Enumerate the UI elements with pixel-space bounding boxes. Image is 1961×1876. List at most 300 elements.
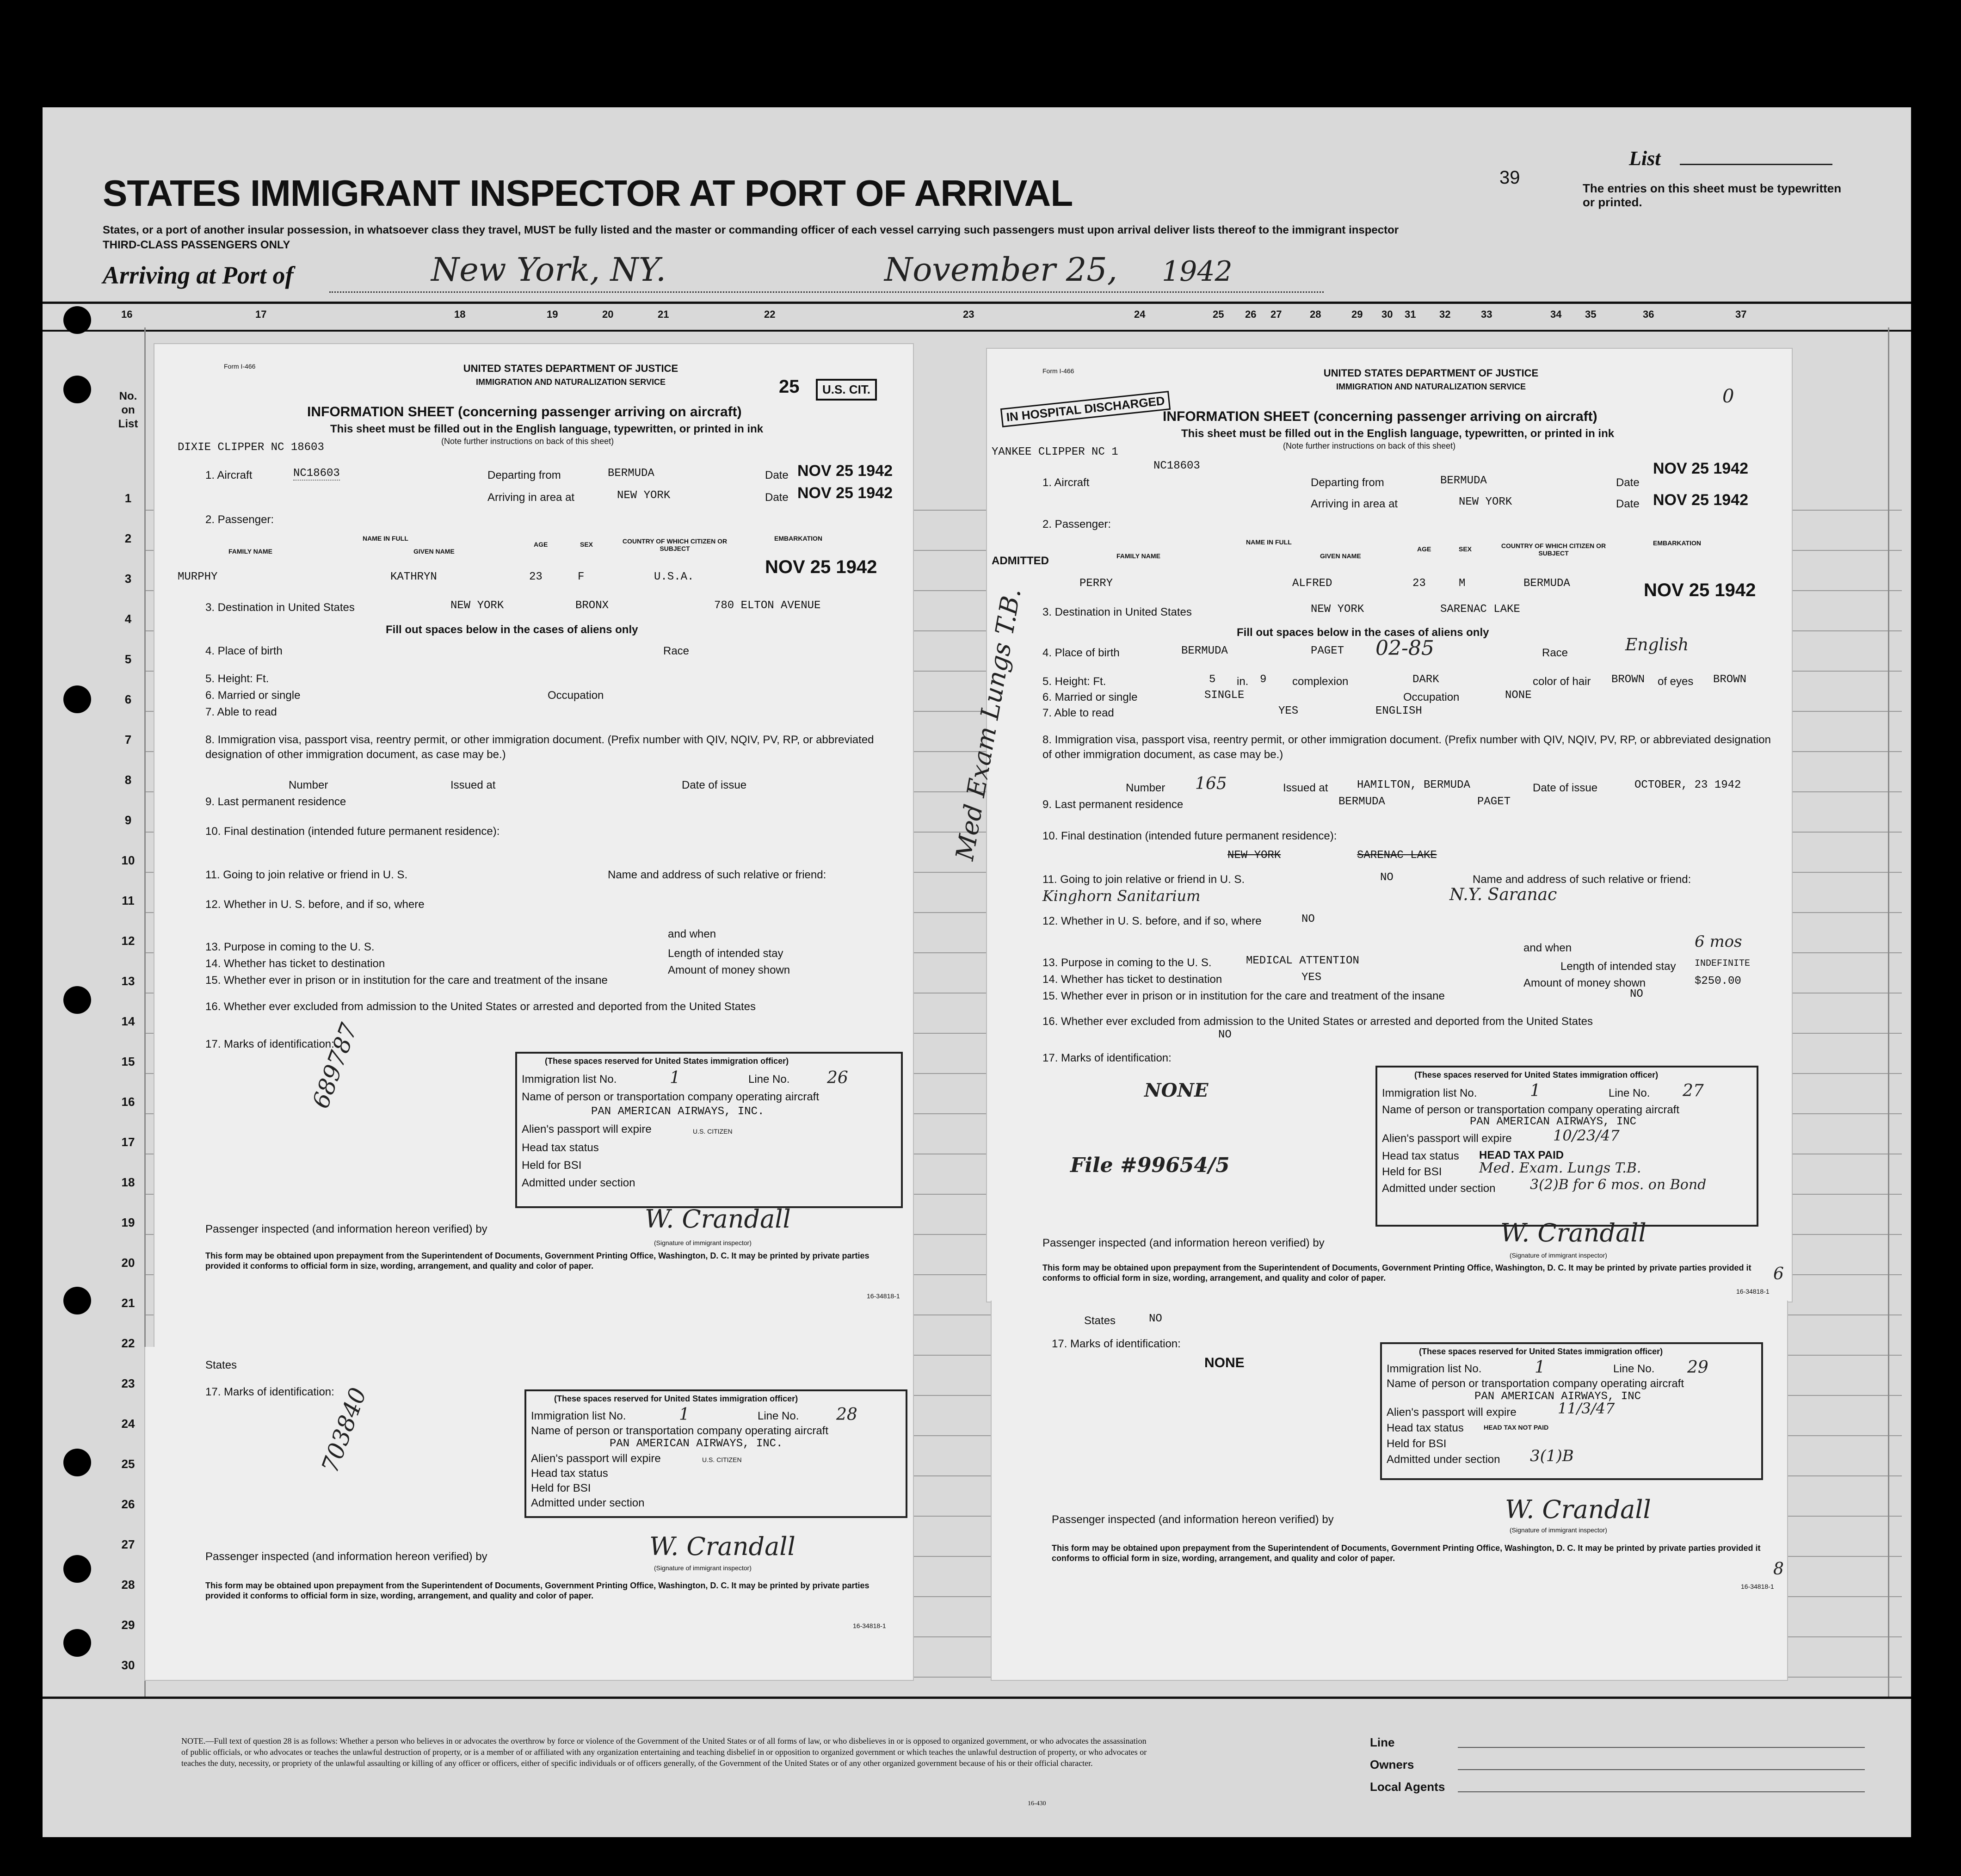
inspector-signature: W. Crandall <box>649 1532 796 1561</box>
dest-city: BRONX <box>575 599 609 612</box>
binder-hole <box>63 986 91 1014</box>
arr-date-stamp: NOV 25 1942 <box>1653 491 1749 509</box>
complexion-label: complexion <box>1292 675 1349 688</box>
operator-label: Name of person or transportation company operating aircraft <box>1382 1104 1679 1116</box>
dept-name: UNITED STATES DEPARTMENT OF JUSTICE <box>463 363 678 374</box>
page-title: STATES IMMIGRANT INSPECTOR AT PORT OF ARRIVAL <box>103 173 1073 214</box>
row-number: 19 <box>121 1216 135 1229</box>
read-lang: ENGLISH <box>1375 705 1422 717</box>
subtitle-line-2: THIRD-CLASS PASSENGERS ONLY <box>103 239 290 251</box>
inspected-label: Passenger inspected (and information hereon verified) by <box>1052 1513 1334 1526</box>
q12-label: 12. Whether in U. S. before, and if so, where <box>1042 915 1262 927</box>
q8-label: 8. Immigration visa, passport visa, reentry permit, or other immigration document. (Prefix number with QIV, NQIV, PV, RP, or abbreviated designation of other immigration document, as case may be.) <box>205 734 874 761</box>
column-header-row <box>43 302 1911 332</box>
ticket-value: YES <box>1301 971 1322 984</box>
row-number: 11 <box>122 894 135 907</box>
form-code: 16-34818-1 <box>1736 1288 1770 1295</box>
binder-hole <box>63 1449 91 1476</box>
embarkation-hdr: EMBARKATION <box>1653 539 1701 547</box>
row-number: 6 <box>124 692 132 706</box>
col-23: 23 <box>963 309 974 320</box>
list-label: List <box>1629 147 1661 170</box>
imm-list-label: Immigration list No. <box>522 1073 617 1086</box>
col-24: 24 <box>1134 309 1146 320</box>
held-bsi-label: Held for BSI <box>531 1482 591 1494</box>
row-number: 21 <box>121 1296 135 1310</box>
q17-lower-label: 17. Marks of identification: <box>205 1386 334 1398</box>
expire-value: 11/3/47 <box>1558 1400 1615 1417</box>
arriving-label: Arriving at Port of <box>103 261 294 289</box>
dept-name: UNITED STATES DEPARTMENT OF JUSTICE <box>1323 367 1539 379</box>
row-number: 20 <box>121 1256 135 1270</box>
q11-label: 11. Going to join relative or friend in U. S. <box>205 869 408 881</box>
side-note: Med Exam Lungs T.B. <box>950 586 1027 863</box>
stay-value: INDEFINITE <box>1695 958 1751 969</box>
q10-label: 10. Final destination (intended future permanent residence): <box>1042 830 1337 842</box>
final-city: SARENAC LAKE <box>1357 849 1437 862</box>
q6-label: 6. Married or single <box>205 689 301 702</box>
q5-label: 5. Height: Ft. <box>1042 675 1106 688</box>
q6-label: 6. Married or single <box>1042 691 1138 704</box>
col-32: 32 <box>1439 309 1451 320</box>
line-stamp: 25 <box>779 376 800 397</box>
col-16: 16 <box>121 309 133 320</box>
row-number: 17 <box>121 1135 135 1149</box>
q17-lower-label: 17. Marks of identification: <box>1052 1338 1181 1350</box>
form-instructions: This sheet must be filled out in the English language, typewritten, or printed in ink <box>1181 427 1615 440</box>
fill-out-note: Fill out spaces below in the cases of aliens only <box>1237 626 1489 639</box>
excluded-value: NO <box>1218 1029 1232 1041</box>
col-27: 27 <box>1270 309 1282 320</box>
binder-hole <box>63 306 91 334</box>
form-code: 16-34818-1 <box>853 1622 886 1629</box>
form-instructions-note: (Note further instructions on back of this sheet) <box>441 437 614 446</box>
footer-note: NOTE.—Full text of question 28 is as follows: Whether a person who believes in or advocates the overthrow by force or violence of the Government of the United States or of all forms of law, or who disbelieves in or is opposed to organized government, or who advocates the assassination of public officials, or who advocates or teaches the unlawful destruction of property, or is a member of or affiliated with any organization entertaining and teaching disbelief in or opposition to organized government or which teaches the unlawful destruction of property, or who advocates or teaches the duty, necessity, or propriety of the unlawful assaulting or killing of any officer or officers, either of specific individuals or of officers generally, of the Government of the United States or of any other organized government because of his or their official character. <box>181 1736 1147 1768</box>
q7-label: 7. Able to read <box>1042 707 1114 719</box>
departing-value: BERMUDA <box>608 467 654 480</box>
given-name-hdr: GIVEN NAME <box>1320 552 1361 560</box>
sex-hdr: SEX <box>580 541 593 548</box>
reserved-note: (These spaces reserved for United States immigration officer) <box>1414 1070 1659 1080</box>
passenger-label: 2. Passenger: <box>1042 518 1111 531</box>
print-note: This form may be obtained upon prepayment from the Superintendent of Documents, Government Printing Office, Washington, D. C. It may be printed by private parties provided it conforms to official form in size, wording, arrangement, and quality and color of paper. <box>205 1251 870 1271</box>
operator-value: PAN AMERICAN AIRWAYS, INC <box>1470 1116 1637 1128</box>
birth-code: 02-85 <box>1375 636 1434 660</box>
row-number: 1 <box>124 491 132 505</box>
length-stay-label: Length of intended stay <box>1560 960 1676 973</box>
inspected-label: Passenger inspected (and information hereon verified) by <box>205 1223 487 1235</box>
dest-city: SARENAC LAKE <box>1440 603 1520 616</box>
inspector-signature: W. Crandall <box>1505 1495 1651 1524</box>
imm-list-label: Immigration list No. <box>1382 1087 1477 1099</box>
binder-hole <box>63 1555 91 1583</box>
row-number: 7 <box>124 733 132 747</box>
arriving-in-label: Arriving in area at <box>487 491 575 504</box>
admitted-label: Admitted under section <box>1387 1453 1500 1466</box>
q13-label: 13. Purpose in coming to the U. S. <box>205 941 375 953</box>
row-number: 9 <box>124 813 132 827</box>
citizen-value: BERMUDA <box>1523 577 1570 590</box>
number-value: 165 <box>1195 774 1227 793</box>
col-31: 31 <box>1405 309 1416 320</box>
form-code: 16-34818-1 <box>867 1292 900 1300</box>
dest-state: NEW YORK <box>1311 603 1364 616</box>
head-tax-label: Head tax status <box>522 1142 599 1154</box>
grid-line <box>1888 327 1889 1697</box>
officer-box-lower <box>1380 1342 1763 1480</box>
col-33: 33 <box>1481 309 1492 320</box>
line-no-value: 28 <box>836 1405 857 1424</box>
occupation-value: NONE <box>1505 689 1532 702</box>
aircraft-label: 1. Aircraft <box>205 469 253 481</box>
issued-at-label: Issued at <box>450 779 496 791</box>
row-number: 5 <box>124 652 132 666</box>
q11b-label: Name and address of such relative or friend: <box>1473 873 1691 886</box>
dest-street: 780 ELTON AVENUE <box>714 599 821 612</box>
prison-value: NO <box>1630 988 1643 1000</box>
length-stay-label: Length of intended stay <box>668 947 783 960</box>
dest-state: NEW YORK <box>450 599 504 612</box>
arr-date-label: Date <box>1616 498 1640 510</box>
complexion-value: DARK <box>1412 673 1439 686</box>
operator-value: PAN AMERICAN AIRWAYS, INC. <box>591 1105 765 1118</box>
q4-label: 4. Place of birth <box>1042 647 1120 659</box>
hospital-stamp: IN HOSPITAL DISCHARGED <box>1000 391 1171 427</box>
edge-mark: 8 <box>1773 1560 1784 1579</box>
row-number: 10 <box>121 853 135 867</box>
service-name: IMMIGRATION AND NATURALIZATION SERVICE <box>1336 382 1526 391</box>
race-label: Race <box>1542 647 1568 659</box>
height-in: 9 <box>1260 673 1267 686</box>
line-no-label: Line No. <box>748 1073 790 1086</box>
binder-hole <box>63 1287 91 1314</box>
passenger-label: 2. Passenger: <box>205 513 274 526</box>
date-issue-label: Date of issue <box>682 779 747 791</box>
citizen-hdr: COUNTRY OF WHICH CITIZEN OR SUBJECT <box>622 537 728 552</box>
expire-value: 10/23/47 <box>1553 1127 1620 1144</box>
service-name: IMMIGRATION AND NATURALIZATION SERVICE <box>476 377 666 387</box>
marks-value: NONE <box>1144 1080 1209 1101</box>
citizen-value: U.S.A. <box>654 571 694 583</box>
expire-label: Alien's passport will expire <box>1387 1406 1517 1419</box>
inspected-label: Passenger inspected (and information hereon verified) by <box>1042 1237 1325 1249</box>
aircraft-reg: NC18603 <box>1153 460 1200 472</box>
expire-label: Alien's passport will expire <box>531 1452 661 1465</box>
marital-value: SINGLE <box>1204 689 1245 702</box>
imm-list-value: 1 <box>679 1405 690 1424</box>
expire-label: Alien's passport will expire <box>1382 1132 1512 1145</box>
birth-city: PAGET <box>1311 645 1344 657</box>
col-26: 26 <box>1245 309 1257 320</box>
expire-label: Alien's passport will expire <box>522 1123 652 1135</box>
entries-note: The entries on this sheet must be typewritten or printed. <box>1583 181 1842 209</box>
head-tax-label: Head tax status <box>1382 1150 1459 1162</box>
join-value: NO <box>1380 871 1394 884</box>
sig-caption: (Signature of immigrant inspector) <box>654 1239 752 1247</box>
row-number: 14 <box>121 1014 135 1028</box>
row-number: 30 <box>121 1658 135 1672</box>
no-on-list-label: No. on List <box>118 390 138 430</box>
col-19: 19 <box>547 309 558 320</box>
head-tax-value: HEAD TAX NOT PAID <box>1484 1424 1549 1431</box>
row-number: 29 <box>121 1618 135 1632</box>
sig-caption: (Signature of immigrant inspector) <box>1510 1252 1607 1259</box>
officer-box <box>515 1052 903 1208</box>
col-22: 22 <box>764 309 776 320</box>
imm-list-value: 1 <box>1530 1081 1541 1100</box>
row-number: 23 <box>121 1376 135 1390</box>
id-number-lower: 703840 <box>316 1384 372 1476</box>
officer-box <box>1375 1066 1758 1227</box>
page-number: 39 <box>1499 167 1520 188</box>
residence-city: PAGET <box>1477 796 1511 808</box>
arriving-year: 1942 <box>1162 255 1233 288</box>
admitted-value: 3(1)B <box>1530 1447 1574 1465</box>
id-number: 689787 <box>307 1019 363 1112</box>
line-underline <box>1458 1747 1865 1748</box>
hair-label: color of hair <box>1533 675 1591 688</box>
citizen-hdr: COUNTRY OF WHICH CITIZEN OR SUBJECT <box>1501 542 1606 557</box>
family-name-value: PERRY <box>1079 577 1113 590</box>
footer-divider <box>43 1697 1911 1699</box>
row-number: 28 <box>121 1578 135 1592</box>
imm-list-label: Immigration list No. <box>531 1410 626 1422</box>
form-number: Form I-466 <box>224 363 256 370</box>
in-label: in. <box>1237 675 1249 688</box>
held-bsi-label: Held for BSI <box>1382 1166 1442 1178</box>
col-25: 25 <box>1213 309 1224 320</box>
line-no-label: Line No. <box>1609 1087 1650 1099</box>
binder-hole <box>63 1629 91 1657</box>
inspector-signature: W. Crandall <box>645 1204 791 1234</box>
imm-list-value: 1 <box>1535 1358 1545 1377</box>
embarkation-stamp: NOV 25 1942 <box>765 557 877 577</box>
footer-note-code: 16-430 <box>1028 1800 1046 1807</box>
arriving-in-value: NEW YORK <box>1459 496 1512 508</box>
birth-country: BERMUDA <box>1181 645 1228 657</box>
row-number: 16 <box>121 1095 135 1109</box>
stay-handwritten: 6 mos <box>1695 932 1742 951</box>
list-line <box>1680 164 1832 165</box>
admitted-label: Admitted under section <box>531 1497 645 1509</box>
row-number: 15 <box>121 1055 135 1068</box>
q5-label: 5. Height: Ft. <box>205 673 269 685</box>
q17-label: 17. Marks of identification: <box>1042 1052 1172 1064</box>
q9-label: 9. Last permanent residence <box>1042 798 1184 811</box>
col-28: 28 <box>1310 309 1321 320</box>
info-sheet-lower-left <box>144 1347 914 1681</box>
q7-label: 7. Able to read <box>205 706 277 718</box>
form-number: Form I-466 <box>1042 367 1074 375</box>
reserved-note: (These spaces reserved for United States immigration officer) <box>554 1394 798 1403</box>
col-17: 17 <box>255 309 267 320</box>
race-label: Race <box>663 645 690 657</box>
arriving-date: November 25, <box>884 251 1118 289</box>
expire-value: U.S. CITIZEN <box>693 1128 733 1135</box>
q13-label: 13. Purpose in coming to the U. S. <box>1042 957 1212 969</box>
date-issue-label: Date of issue <box>1533 782 1598 794</box>
col-36: 36 <box>1643 309 1654 320</box>
hair-value: BROWN <box>1611 673 1645 686</box>
info-sheet-perry <box>950 348 1793 1302</box>
subtitle-line-1: States, or a port of another insular possession, in whatsoever class they travel, MUST be fully listed and the master or commanding officer of each vessel carrying such passengers must upon arrival deliver lists thereof to the immigrant inspector <box>103 224 1399 236</box>
sex-hdr: SEX <box>1459 545 1472 553</box>
form-code: 16-34818-1 <box>1741 1583 1774 1590</box>
operator-value: PAN AMERICAN AIRWAYS, INC. <box>610 1438 783 1450</box>
q14-label: 14. Whether has ticket to destination <box>1042 973 1222 986</box>
final-state: NEW YORK <box>1227 849 1281 862</box>
number-label: Number <box>289 779 328 791</box>
issued-at-label: Issued at <box>1283 782 1328 794</box>
money-value: $250.00 <box>1695 975 1741 987</box>
name-in-full-hdr: NAME IN FULL <box>363 535 408 542</box>
eyes-value: BROWN <box>1713 673 1747 686</box>
corner-mark: 0 <box>1722 386 1734 407</box>
print-note: This form may be obtained upon prepayment from the Superintendent of Documents, Government Printing Office, Washington, D. C. It may be printed by private parties provided it conforms to official form in size, wording, arrangement, and quality and color of paper. <box>1052 1543 1761 1563</box>
q4-label: 4. Place of birth <box>205 645 283 657</box>
before-value: NO <box>1301 913 1315 926</box>
reserved-note: (These spaces reserved for United States immigration officer) <box>1419 1347 1663 1356</box>
q15-label: 15. Whether ever in prison or in institution for the care and treatment of the insane <box>1042 990 1445 1002</box>
operator-value: PAN AMERICAN AIRWAYS, INC <box>1474 1390 1641 1403</box>
held-bsi-value: Med. Exam. Lungs T.B. <box>1479 1160 1641 1176</box>
operator-label: Name of person or transportation company operating aircraft <box>522 1091 819 1103</box>
aircraft-value: NC18603 <box>293 467 340 480</box>
row-number: 12 <box>121 934 135 948</box>
money-label: Amount of money shown <box>668 964 790 976</box>
inspected-label: Passenger inspected (and information hereon verified) by <box>205 1550 487 1563</box>
embarkation-hdr: EMBARKATION <box>774 535 822 542</box>
q17-label: 17. Marks of identification: <box>205 1038 334 1050</box>
admitted-label: Admitted under section <box>1382 1182 1496 1195</box>
form-instructions: This sheet must be filled out in the English language, typewritten, or printed in ink <box>330 423 764 435</box>
row-number: 4 <box>124 612 132 626</box>
binder-hole <box>63 685 91 713</box>
q16-label: 16. Whether ever excluded from admission to the United States or arrested and deported from the United States <box>1042 1015 1593 1028</box>
fill-out-note: Fill out spaces below in the cases of aliens only <box>386 623 638 636</box>
header-subtitle <box>103 223 1629 253</box>
sig-caption: (Signature of immigrant inspector) <box>1510 1526 1607 1534</box>
head-tax-label: Head tax status <box>1387 1422 1464 1434</box>
q3-label: 3. Destination in United States <box>1042 606 1192 618</box>
and-when-label: and when <box>668 928 716 940</box>
row-number: 13 <box>121 974 135 988</box>
height-ft: 5 <box>1209 673 1216 686</box>
edge-mark: 6 <box>1773 1265 1784 1284</box>
row-number: 24 <box>121 1417 135 1431</box>
eyes-label: of eyes <box>1658 675 1694 688</box>
departing-label: Departing from <box>487 469 561 481</box>
race-value: English <box>1625 636 1689 654</box>
line-no-label: Line No. <box>1613 1363 1655 1375</box>
age-value: 23 <box>529 571 543 583</box>
row-number: 22 <box>121 1336 135 1350</box>
form-title: INFORMATION SHEET (concerning passenger arriving on aircraft) <box>1163 409 1597 424</box>
occupation-label: Occupation <box>1403 691 1460 704</box>
manifest-sheet <box>43 107 1911 1837</box>
q9-label: 9. Last permanent residence <box>205 796 346 808</box>
aircraft-label: 1. Aircraft <box>1042 476 1090 489</box>
row-number: 26 <box>121 1497 135 1511</box>
imm-list-label: Immigration list No. <box>1387 1363 1482 1375</box>
operator-label: Name of person or transportation company operating aircraft <box>1387 1377 1684 1390</box>
reserved-note: (These spaces reserved for United States immigration officer) <box>545 1056 789 1066</box>
admitted-label: Admitted under section <box>522 1177 635 1189</box>
q10-label: 10. Final destination (intended future permanent residence): <box>205 825 500 838</box>
number-label: Number <box>1126 782 1166 794</box>
arriving-in-label: Arriving in area at <box>1311 498 1398 510</box>
inspector-signature: W. Crandall <box>1500 1218 1646 1247</box>
given-name-value: KATHRYN <box>390 571 437 583</box>
row-number: 27 <box>121 1537 135 1551</box>
date-stamp: NOV 25 1942 <box>797 462 893 480</box>
line-no-value: 26 <box>827 1068 848 1087</box>
money-label: Amount of money shown <box>1523 977 1646 989</box>
col-37: 37 <box>1735 309 1747 320</box>
sig-caption: (Signature of immigrant inspector) <box>654 1564 752 1572</box>
given-name-hdr: GIVEN NAME <box>413 548 455 555</box>
info-sheet-murphy <box>154 343 914 1349</box>
and-when-label: and when <box>1523 942 1572 954</box>
form-instructions-note: (Note further instructions on back of this sheet) <box>1283 441 1456 450</box>
arr-date-stamp: NOV 25 1942 <box>797 484 893 502</box>
col-30: 30 <box>1381 309 1393 320</box>
q16-label: 16. Whether ever excluded from admission to the United States or arrested and deported from the United States <box>205 1000 756 1013</box>
line-label: Line <box>1370 1735 1395 1749</box>
imm-list-value: 1 <box>670 1068 680 1087</box>
departing-label: Departing from <box>1311 476 1384 489</box>
file-number: File #99654/5 <box>1070 1154 1230 1177</box>
q3-label: 3. Destination in United States <box>205 601 355 614</box>
col-20: 20 <box>602 309 614 320</box>
local-agents-label: Local Agents <box>1370 1780 1445 1794</box>
flight-name: YANKEE CLIPPER NC 1 <box>992 446 1118 458</box>
family-name-hdr: FAMILY NAME <box>228 548 272 555</box>
arriving-in-value: NEW YORK <box>617 489 671 502</box>
q14-label: 14. Whether has ticket to destination <box>205 957 385 970</box>
row-number: 8 <box>124 773 132 787</box>
sex-value: F <box>578 571 585 583</box>
row-number: 18 <box>121 1175 135 1189</box>
col-18: 18 <box>454 309 466 320</box>
us-citizen-stamp: U.S. CIT. <box>816 379 877 401</box>
age-value: 23 <box>1412 577 1426 590</box>
row-number: 2 <box>124 531 132 545</box>
age-hdr: AGE <box>1417 545 1431 553</box>
col-21: 21 <box>658 309 669 320</box>
marks-value: NONE <box>1204 1355 1245 1370</box>
q11b-label: Name and address of such relative or friend: <box>608 869 826 881</box>
issued-at-value: HAMILTON, BERMUDA <box>1357 779 1470 791</box>
row-number: 3 <box>124 572 132 586</box>
col-34: 34 <box>1550 309 1562 320</box>
date-label: Date <box>765 469 789 481</box>
states-value: NO <box>1149 1313 1162 1325</box>
admitted-stamp: ADMITTED <box>992 555 1049 567</box>
binder-hole <box>63 376 91 403</box>
held-bsi-label: Held for BSI <box>522 1159 582 1172</box>
line-no-value: 27 <box>1683 1081 1704 1100</box>
embarkation-stamp: NOV 25 1942 <box>1644 580 1756 600</box>
states-label: States <box>1084 1314 1116 1327</box>
col-35: 35 <box>1585 309 1597 320</box>
join-addr: N.Y. Saranac <box>1449 885 1557 904</box>
expire-value: U.S. CITIZEN <box>702 1456 742 1463</box>
name-in-full-hdr: NAME IN FULL <box>1246 538 1292 546</box>
purpose-value: MEDICAL ATTENTION <box>1246 955 1359 967</box>
form-title: INFORMATION SHEET (concerning passenger arriving on aircraft) <box>307 404 742 420</box>
row-number: 25 <box>121 1457 135 1471</box>
